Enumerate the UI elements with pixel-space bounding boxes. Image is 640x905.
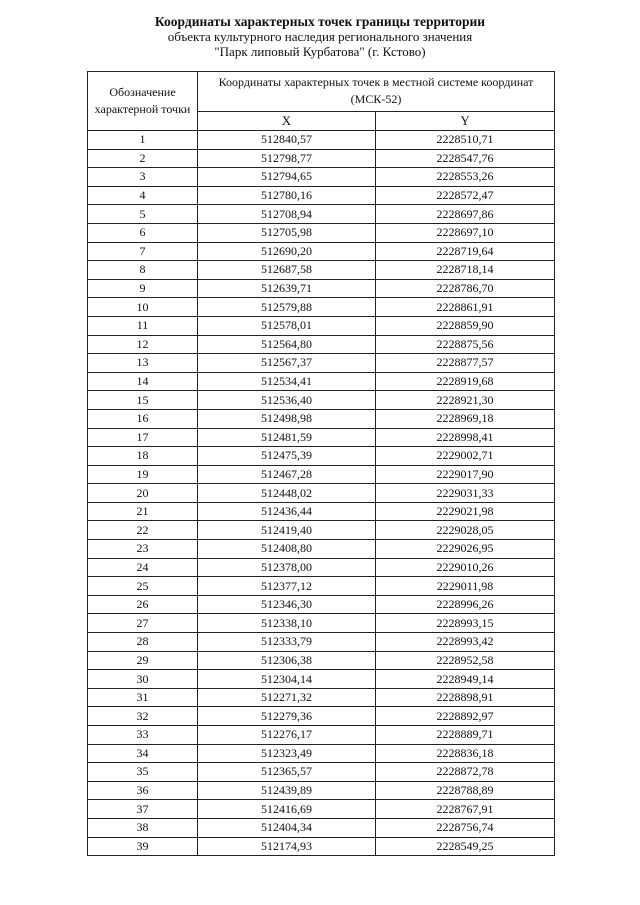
point-number-cell: 18 [88, 447, 198, 466]
table-row [88, 279, 555, 298]
table-row [88, 391, 555, 410]
point-number-cell: 3 [88, 168, 198, 187]
table-row [88, 614, 555, 633]
coordinates-group-header: Координаты характерных точек в местной системе координат (МСК-52) [198, 72, 555, 112]
table-row [88, 335, 555, 354]
x-coordinate-cell: 512798,77 [198, 149, 376, 168]
y-coordinate-cell: 2229010,26 [376, 558, 555, 577]
y-coordinate-cell: 2228872,78 [376, 763, 555, 782]
x-coordinate-cell: 512436,44 [198, 502, 376, 521]
table-row [88, 131, 555, 150]
y-coordinate-cell: 2228788,89 [376, 781, 555, 800]
x-coordinate-cell: 512780,16 [198, 186, 376, 205]
point-number-cell: 39 [88, 837, 198, 856]
x-coordinate-cell: 512705,98 [198, 223, 376, 242]
y-coordinate-cell: 2228553,26 [376, 168, 555, 187]
table-row [88, 577, 555, 596]
table-row [88, 521, 555, 540]
table-row [88, 205, 555, 224]
x-coordinate-cell: 512279,36 [198, 707, 376, 726]
x-coordinate-cell: 512378,00 [198, 558, 376, 577]
table-row [88, 540, 555, 559]
y-coordinate-cell: 2228549,25 [376, 837, 555, 856]
y-coordinate-cell: 2228718,14 [376, 261, 555, 280]
y-coordinate-cell: 2228919,68 [376, 372, 555, 391]
table-row [88, 744, 555, 763]
y-coordinate-cell: 2229021,98 [376, 502, 555, 521]
y-coordinate-cell: 2228861,91 [376, 298, 555, 317]
table-row [88, 763, 555, 782]
x-coordinate-cell: 512498,98 [198, 409, 376, 428]
table-row [88, 837, 555, 856]
table-row [88, 726, 555, 745]
point-number-cell: 1 [88, 131, 198, 150]
y-coordinate-cell: 2228993,15 [376, 614, 555, 633]
point-designation-header: Обозначение характерной точки [88, 72, 198, 131]
x-coordinate-cell: 512578,01 [198, 316, 376, 335]
point-number-cell: 17 [88, 428, 198, 447]
point-number-cell: 21 [88, 502, 198, 521]
point-number-cell: 23 [88, 540, 198, 559]
table-row [88, 651, 555, 670]
x-coordinate-cell: 512304,14 [198, 670, 376, 689]
x-coordinate-cell: 512404,34 [198, 818, 376, 837]
point-number-cell: 14 [88, 372, 198, 391]
x-coordinate-cell: 512794,65 [198, 168, 376, 187]
y-coordinate-cell: 2228949,14 [376, 670, 555, 689]
x-coordinate-cell: 512840,57 [198, 131, 376, 150]
table-row [88, 688, 555, 707]
document-subtitle-line2: "Парк липовый Курбатова" (г. Кстово) [214, 44, 426, 59]
table-row [88, 186, 555, 205]
y-coordinate-cell: 2228996,26 [376, 595, 555, 614]
y-coordinate-cell: 2228786,70 [376, 279, 555, 298]
point-number-cell: 16 [88, 409, 198, 428]
y-coordinate-cell: 2229002,71 [376, 447, 555, 466]
x-coordinate-cell: 512323,49 [198, 744, 376, 763]
point-number-cell: 36 [88, 781, 198, 800]
y-coordinate-cell: 2228877,57 [376, 354, 555, 373]
table-row [88, 316, 555, 335]
x-coordinate-cell: 512306,38 [198, 651, 376, 670]
y-coordinate-cell: 2229011,98 [376, 577, 555, 596]
table-row [88, 818, 555, 837]
y-coordinate-cell: 2228875,56 [376, 335, 555, 354]
y-coordinate-cell: 2228993,42 [376, 633, 555, 652]
y-coordinate-cell: 2228836,18 [376, 744, 555, 763]
y-coordinate-cell: 2229028,05 [376, 521, 555, 540]
table-row [88, 465, 555, 484]
x-coordinate-cell: 512271,32 [198, 688, 376, 707]
table-row [88, 372, 555, 391]
table-row [88, 354, 555, 373]
point-number-cell: 20 [88, 484, 198, 503]
point-number-cell: 22 [88, 521, 198, 540]
table-row [88, 558, 555, 577]
y-coordinate-cell: 2229031,33 [376, 484, 555, 503]
x-coordinate-cell: 512365,57 [198, 763, 376, 782]
x-coordinate-cell: 512564,80 [198, 335, 376, 354]
table-row [88, 261, 555, 280]
x-coordinate-cell: 512276,17 [198, 726, 376, 745]
x-coordinate-cell: 512467,28 [198, 465, 376, 484]
point-number-cell: 34 [88, 744, 198, 763]
coordinates-table-body [88, 131, 555, 856]
table-row [88, 800, 555, 819]
x-coordinate-cell: 512690,20 [198, 242, 376, 261]
point-number-cell: 19 [88, 465, 198, 484]
point-number-cell: 33 [88, 726, 198, 745]
table-row [88, 707, 555, 726]
point-number-cell: 13 [88, 354, 198, 373]
point-number-cell: 4 [88, 186, 198, 205]
x-coordinate-cell: 512419,40 [198, 521, 376, 540]
y-coordinate-cell: 2229017,90 [376, 465, 555, 484]
point-number-cell: 9 [88, 279, 198, 298]
x-coordinate-cell: 512408,80 [198, 540, 376, 559]
y-coordinate-cell: 2228767,91 [376, 800, 555, 819]
point-number-cell: 6 [88, 223, 198, 242]
table-row [88, 168, 555, 187]
y-coordinate-cell: 2228719,64 [376, 242, 555, 261]
table-row [88, 484, 555, 503]
y-coordinate-cell: 2229026,95 [376, 540, 555, 559]
point-number-cell: 35 [88, 763, 198, 782]
point-number-cell: 29 [88, 651, 198, 670]
point-number-cell: 25 [88, 577, 198, 596]
table-row [88, 502, 555, 521]
table-row [88, 149, 555, 168]
y-coordinate-cell: 2228756,74 [376, 818, 555, 837]
y-coordinate-cell: 2228898,91 [376, 688, 555, 707]
point-number-cell: 7 [88, 242, 198, 261]
y-coordinate-cell: 2228547,76 [376, 149, 555, 168]
y-coordinate-cell: 2228892,97 [376, 707, 555, 726]
coordinates-table [87, 71, 555, 856]
y-coordinate-cell: 2228510,71 [376, 131, 555, 150]
point-number-cell: 38 [88, 818, 198, 837]
x-coordinate-cell: 512481,59 [198, 428, 376, 447]
x-coordinate-cell: 512377,12 [198, 577, 376, 596]
point-number-cell: 5 [88, 205, 198, 224]
document-title: Координаты характерных точек границы территории [154, 14, 486, 29]
x-coordinate-cell: 512534,41 [198, 372, 376, 391]
point-number-cell: 2 [88, 149, 198, 168]
y-coordinate-cell: 2228697,86 [376, 205, 555, 224]
x-coordinate-cell: 512333,79 [198, 633, 376, 652]
point-number-cell: 10 [88, 298, 198, 317]
x-coordinate-cell: 512439,89 [198, 781, 376, 800]
x-coordinate-cell: 512346,30 [198, 595, 376, 614]
y-coordinate-cell: 2228859,90 [376, 316, 555, 335]
y-coordinate-cell: 2228969,18 [376, 409, 555, 428]
table-row [88, 428, 555, 447]
x-coordinate-cell: 512475,39 [198, 447, 376, 466]
x-coordinate-cell: 512567,37 [198, 354, 376, 373]
table-row [88, 409, 555, 428]
x-coordinate-cell: 512536,40 [198, 391, 376, 410]
point-number-cell: 32 [88, 707, 198, 726]
x-coordinate-cell: 512687,58 [198, 261, 376, 280]
x-coordinate-cell: 512708,94 [198, 205, 376, 224]
point-number-cell: 31 [88, 688, 198, 707]
point-number-cell: 28 [88, 633, 198, 652]
x-coordinate-cell: 512639,71 [198, 279, 376, 298]
y-coordinate-cell: 2228889,71 [376, 726, 555, 745]
x-column-header: X [198, 111, 376, 130]
point-number-cell: 24 [88, 558, 198, 577]
x-coordinate-cell: 512416,69 [198, 800, 376, 819]
table-row [88, 223, 555, 242]
document-subtitle-line1: объекта культурного наследия регионального значения [167, 29, 473, 44]
point-number-cell: 37 [88, 800, 198, 819]
document-header [0, 14, 640, 59]
y-coordinate-cell: 2228572,47 [376, 186, 555, 205]
point-number-cell: 15 [88, 391, 198, 410]
table-row [88, 595, 555, 614]
table-row [88, 633, 555, 652]
x-coordinate-cell: 512338,10 [198, 614, 376, 633]
table-row [88, 447, 555, 466]
y-coordinate-cell: 2228921,30 [376, 391, 555, 410]
x-coordinate-cell: 512448,02 [198, 484, 376, 503]
point-number-cell: 11 [88, 316, 198, 335]
y-coordinate-cell: 2228998,41 [376, 428, 555, 447]
table-row [88, 242, 555, 261]
table-row [88, 781, 555, 800]
y-column-header: Y [376, 111, 555, 130]
table-row [88, 298, 555, 317]
y-coordinate-cell: 2228952,58 [376, 651, 555, 670]
x-coordinate-cell: 512579,88 [198, 298, 376, 317]
point-number-cell: 27 [88, 614, 198, 633]
y-coordinate-cell: 2228697,10 [376, 223, 555, 242]
point-number-cell: 26 [88, 595, 198, 614]
point-number-cell: 8 [88, 261, 198, 280]
point-number-cell: 12 [88, 335, 198, 354]
table-row [88, 670, 555, 689]
point-number-cell: 30 [88, 670, 198, 689]
x-coordinate-cell: 512174,93 [198, 837, 376, 856]
